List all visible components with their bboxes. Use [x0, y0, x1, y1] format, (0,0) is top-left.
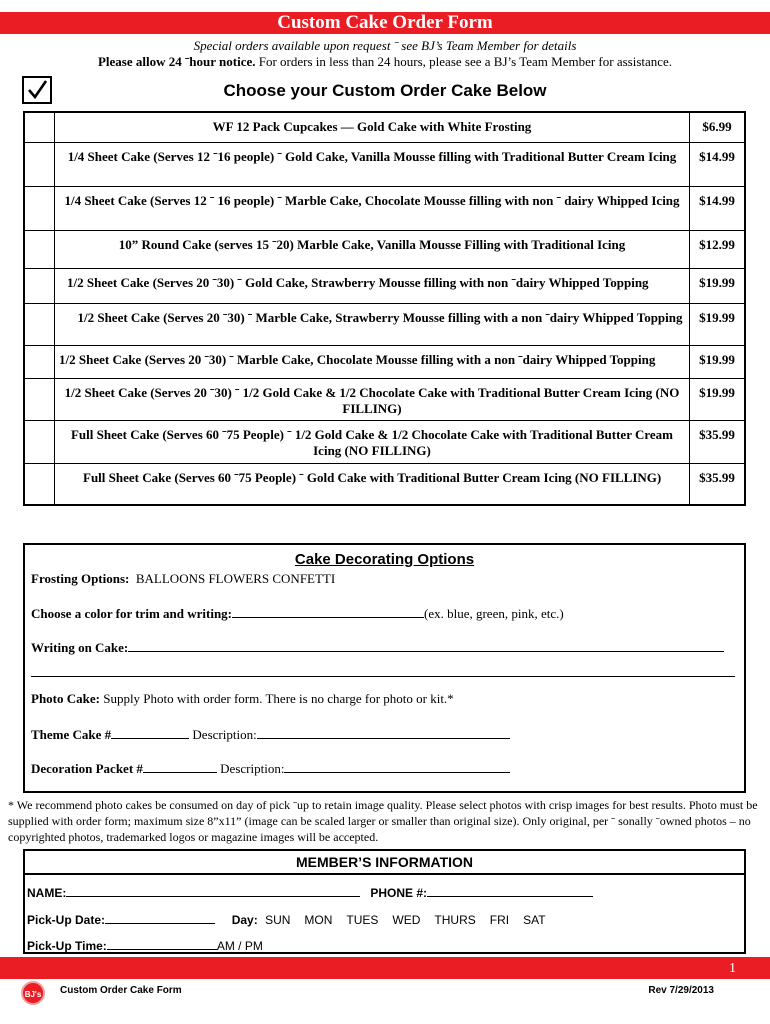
trim-color-row	[31, 604, 564, 622]
decoration-packet-label: Decoration Packet #	[31, 761, 143, 776]
decoration-packet-row	[31, 759, 510, 777]
footer-bar	[0, 957, 770, 979]
cake-description-cell	[55, 269, 690, 303]
cake-description: 1/2 Sheet Cake (Serves 20 ˉ30) ˉ Gold Cake, Strawberry Mousse filling with non ˉdairy Whipped Topping	[67, 275, 649, 290]
cake-option-row	[25, 269, 744, 304]
form-subtitle: Special orders available upon request ˉ see BJ’s Team Member for details	[193, 38, 577, 53]
decorating-heading: Cake Decorating Options	[294, 551, 475, 568]
cake-description: Full Sheet Cake (Serves 60 ˉ75 People) ˉ Gold Cake with Traditional Butter Cream Icing (NO FILLING)	[83, 470, 662, 485]
frosting-label: Frosting Options:	[31, 571, 130, 586]
phone-label: PHONE #:	[370, 886, 428, 900]
cake-select-checkbox[interactable]	[25, 464, 55, 504]
cake-description: 1/4 Sheet Cake (Serves 12 ˉ16 people) ˉ Gold Cake, Vanilla Mousse filling with Traditional Butter Cream Icing	[67, 149, 677, 164]
cake-description: 1/2 Sheet Cake (Serves 20 ˉ30) ˉ Marble Cake, Chocolate Mousse filling with a non ˉdairy Whipped Topping	[59, 352, 656, 367]
cake-price: $19.99	[699, 352, 735, 367]
frosting-values[interactable]: BALLOONS FLOWERS CONFETTI	[135, 571, 336, 586]
cake-description-cell	[55, 379, 690, 420]
cake-option-row	[25, 231, 744, 269]
cake-options-table	[23, 111, 746, 506]
pickup-time-row	[27, 936, 263, 953]
day-option[interactable]: WED	[392, 913, 421, 927]
cake-description-cell	[55, 231, 690, 268]
decoration-packet-number-field[interactable]	[143, 759, 217, 773]
bjs-logo: BJ's	[21, 981, 45, 1005]
cake-description-cell	[55, 113, 690, 142]
cake-option-row	[25, 143, 744, 187]
pickup-time-field[interactable]	[107, 936, 217, 950]
day-option[interactable]: THURS	[434, 913, 476, 927]
cake-option-row	[25, 113, 744, 143]
cake-description: 1/4 Sheet Cake (Serves 12 ˉ 16 people) ˉ Marble Cake, Chocolate Mousse filling with non ˉ dairy Whipped Icing	[64, 193, 680, 208]
packet-desc-field[interactable]	[284, 759, 510, 773]
photo-disclaimer: * We recommend photo cakes be consumed on day of pick ˉup to retain image quality. Please select photos with crisp images for best results. Photo must be supplied with order form; maximum size 8”x11” (image can be scaled larger or smaller than original size). Only original, per ˉ sonally ˉowned photos – no copyrighted photos, trademarked logos or magazine images will be accepted.	[8, 798, 758, 844]
cake-option-row	[25, 379, 744, 421]
footer-revision: Rev 7/29/2013	[648, 985, 714, 996]
day-option[interactable]: SAT	[523, 913, 546, 927]
cake-description: Full Sheet Cake (Serves 60 ˉ75 People) ˉ 1/2 Gold Cake & 1/2 Chocolate Cake with Traditional Butter Cream Icing (NO FILLING)	[70, 427, 674, 458]
decorating-options-box	[23, 543, 746, 793]
day-option[interactable]: FRI	[489, 913, 510, 927]
writing-label: Writing on Cake:	[31, 640, 129, 655]
cake-select-checkbox[interactable]	[25, 379, 55, 420]
notice-text: For orders in less than 24 hours, please see a BJ’s Team Member for assistance.	[258, 54, 673, 69]
name-label: NAME:	[27, 886, 67, 900]
writing-row	[31, 638, 724, 656]
page-number: 1	[729, 961, 736, 976]
trim-color-hint: (ex. blue, green, pink, etc.)	[424, 606, 564, 621]
trim-color-label: Choose a color for trim and writing:	[31, 606, 232, 621]
cake-description: 1/2 Sheet Cake (Serves 20 ˉ30) ˉ Marble Cake, Strawberry Mousse filling with a non ˉdairy Whipped Topping	[77, 310, 683, 325]
cake-price: $35.99	[699, 470, 735, 485]
cake-price: $19.99	[699, 385, 735, 400]
cake-select-checkbox[interactable]	[25, 304, 55, 345]
cake-description: WF 12 Pack Cupcakes — Gold Cake with White Frosting	[212, 119, 532, 134]
cake-description-cell	[55, 187, 690, 230]
member-info-box	[23, 849, 746, 954]
theme-cake-label: Theme Cake #	[31, 727, 112, 742]
trim-color-field[interactable]	[232, 604, 424, 618]
form-title: Custom Cake Order Form	[0, 12, 770, 34]
pickup-date-row	[27, 910, 546, 927]
day-label: Day:	[231, 913, 258, 927]
name-row	[27, 883, 593, 900]
cake-select-checkbox[interactable]	[25, 346, 55, 378]
name-field[interactable]	[66, 883, 360, 897]
cake-select-checkbox[interactable]	[25, 231, 55, 268]
notice-line	[0, 54, 770, 70]
cake-price: $14.99	[699, 149, 735, 164]
cake-select-checkbox[interactable]	[25, 143, 55, 186]
theme-desc-field[interactable]	[257, 725, 510, 739]
member-info-heading: MEMBER’S INFORMATION	[25, 851, 744, 875]
cake-description: 10” Round Cake (serves 15 ˉ20) Marble Cake, Vanilla Mousse Filling with Traditional Icing	[118, 237, 626, 252]
cake-option-row	[25, 187, 744, 231]
cake-price: $19.99	[699, 275, 735, 290]
cake-price: $35.99	[699, 427, 735, 442]
cake-option-row	[25, 464, 744, 504]
day-options	[261, 913, 546, 927]
cake-price: $14.99	[699, 193, 735, 208]
phone-field[interactable]	[427, 883, 593, 897]
cake-description-cell	[55, 304, 690, 345]
cake-option-row	[25, 346, 744, 379]
pickup-date-field[interactable]	[105, 910, 215, 924]
cake-select-checkbox[interactable]	[25, 187, 55, 230]
frosting-options-row	[31, 571, 335, 587]
cake-price: $6.99	[702, 119, 732, 134]
theme-cake-row	[31, 725, 510, 743]
day-option[interactable]: TUES	[346, 913, 379, 927]
theme-desc-label: Description:	[192, 727, 257, 742]
notice-bold: Please allow 24 ˉhour notice.	[97, 54, 256, 69]
photo-cake-row	[31, 691, 454, 707]
theme-cake-number-field[interactable]	[111, 725, 189, 739]
day-option[interactable]: MON	[304, 913, 333, 927]
cake-description-cell	[55, 421, 690, 463]
choose-heading: Choose your Custom Order Cake Below	[223, 81, 547, 100]
pickup-time-label: Pick-Up Time:	[27, 939, 107, 953]
footer-form-name: Custom Order Cake Form	[60, 985, 182, 996]
cake-select-checkbox[interactable]	[25, 113, 55, 142]
writing-field[interactable]	[128, 638, 724, 652]
cake-price: $12.99	[699, 237, 735, 252]
packet-desc-label: Description:	[220, 761, 285, 776]
cake-description-cell	[55, 143, 690, 186]
pickup-date-label: Pick-Up Date:	[27, 913, 106, 927]
ampm-text: AM / PM	[216, 939, 263, 953]
cake-price: $19.99	[699, 310, 735, 325]
writing-field-line-2[interactable]	[31, 676, 735, 677]
cake-description-cell	[55, 464, 690, 504]
cake-select-checkbox[interactable]	[25, 421, 55, 463]
cake-select-checkbox[interactable]	[25, 269, 55, 303]
cake-description: 1/2 Sheet Cake (Serves 20 ˉ30) ˉ 1/2 Gold Cake & 1/2 Chocolate Cake with Traditional Butter Cream Icing (NO FILLING)	[64, 385, 680, 416]
cake-description-cell	[55, 346, 690, 378]
photo-cake-label: Photo Cake:	[31, 691, 100, 706]
cake-option-row	[25, 421, 744, 464]
day-option[interactable]: SUN	[265, 913, 291, 927]
cake-option-row	[25, 304, 744, 346]
photo-cake-text: Supply Photo with order form. There is no charge for photo or kit.*	[103, 691, 454, 706]
